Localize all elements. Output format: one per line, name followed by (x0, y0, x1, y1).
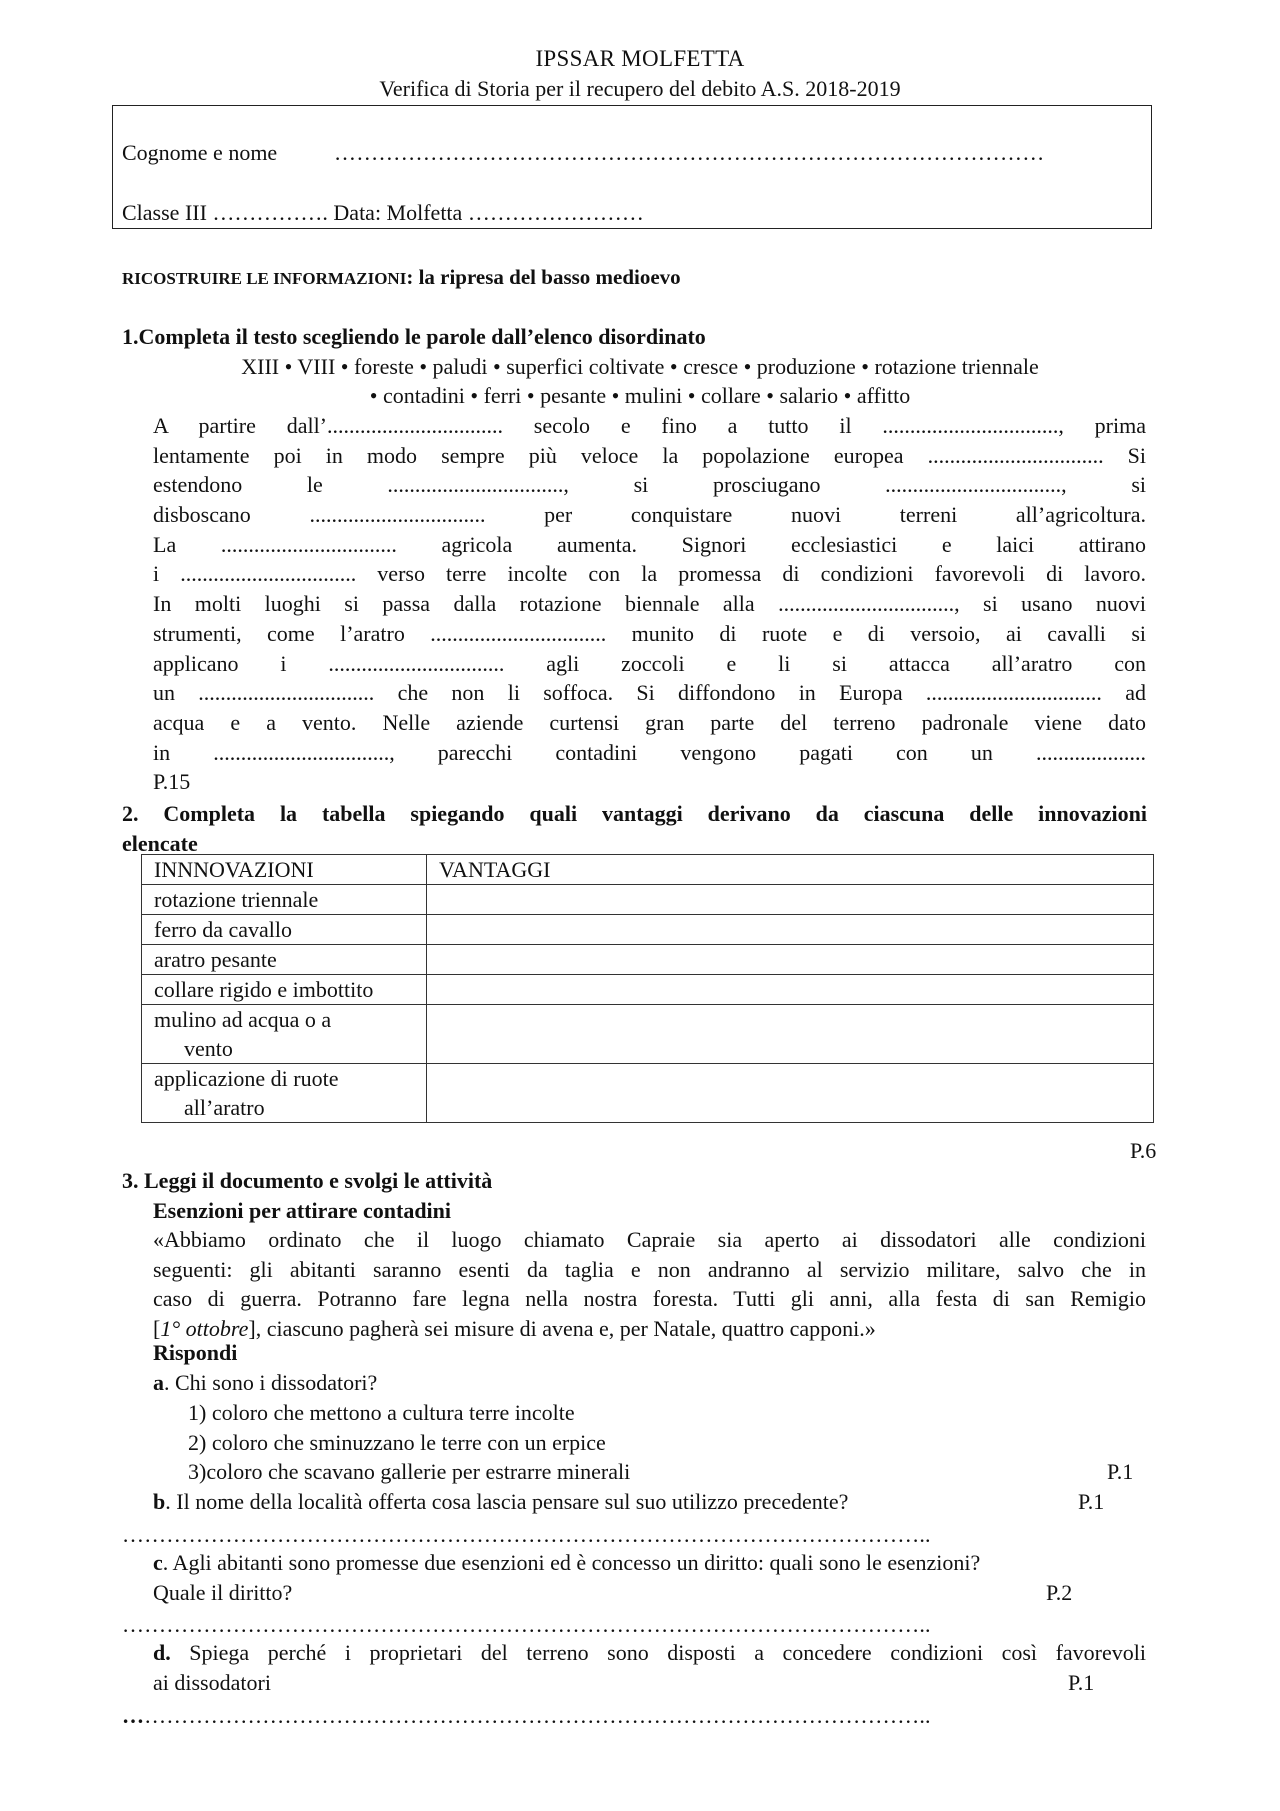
section-heading-topic: : la ripresa del basso medioevo (406, 265, 681, 289)
innovation-text-cont: vento (184, 1036, 233, 1061)
q3-title: 3. Leggi il documento e svolgi le attività (122, 1168, 493, 1193)
cloze-line[interactable]: lentamente poi in modo sempre più veloce la popolazione europea ................................ Si (153, 442, 1146, 468)
question-text: Spiega perché i proprietari del terreno sono disposti a concedere condizioni così favorevoli (170, 1640, 1146, 1665)
innovations-table (141, 854, 1154, 1123)
question-letter: c (153, 1550, 163, 1575)
q1-wordlist-line2: • contadini • ferri • pesante • mulini • collare • salario • affitto (369, 383, 911, 408)
quote-line: seguenti: gli abitanti saranno esenti da taglia e non andranno al servizio militare, salvo che in (153, 1256, 1146, 1282)
answer-b-field[interactable]: ……………………………………………………………………………………………….. (122, 1522, 931, 1547)
cloze-line[interactable]: disboscano ................................ per conquistare nuovi terreni all’agricoltura. (153, 502, 1146, 528)
name-label: Cognome e nome (122, 140, 278, 165)
question-c-points: P.2 (1046, 1580, 1073, 1605)
q1-title: 1.Completa il testo scegliendo le parole dall’elenco disordinato (122, 324, 706, 349)
question-c (153, 1550, 980, 1576)
cloze-line[interactable]: acqua e a vento. Nelle aziende curtensi gran parte del terreno padronale viene dato (153, 709, 1146, 735)
innovation-cell: ferro da cavallo (142, 915, 427, 945)
question-c-line2: Quale il diritto? (153, 1580, 293, 1605)
question-d-line2: ai dissodatori (153, 1670, 271, 1695)
quote-line (153, 1314, 1146, 1344)
advantage-cell[interactable] (427, 1005, 1154, 1064)
question-a (153, 1370, 377, 1396)
date-italic: 1° ottobre (160, 1316, 249, 1342)
question-d-line1 (153, 1640, 1146, 1670)
q2-points: P.6 (1130, 1138, 1157, 1163)
section-heading (122, 264, 681, 290)
cloze-line[interactable]: estendono le ................................, si prosciugano ................................, si (153, 472, 1146, 498)
name-field[interactable]: …………………………………………………………………………………… (334, 140, 1045, 165)
q2-title-line2: elencate (122, 830, 198, 856)
option-1[interactable]: 1) coloro che mettono a cultura terre incolte (188, 1400, 575, 1425)
header-innovations: INNNOVAZIONI (142, 855, 427, 885)
cloze-line[interactable]: applicano i ................................ agli zoccoli e li si attacca all’aratro con (153, 650, 1146, 676)
q1-cloze-text[interactable] (153, 411, 1146, 797)
respond-label: Rispondi (153, 1340, 238, 1365)
table-row (142, 915, 1154, 945)
answer-d-field[interactable] (122, 1703, 1142, 1729)
q2-title (122, 799, 1147, 858)
question-d-points: P.1 (1068, 1670, 1095, 1695)
cloze-line[interactable]: A partire dall’................................ secolo e fino a tutto il ................................, prima (153, 413, 1146, 438)
innovation-text: applicazione di ruote (154, 1066, 339, 1091)
advantage-cell[interactable] (427, 945, 1154, 975)
advantage-cell[interactable] (427, 885, 1154, 915)
answer-c-field[interactable]: ……………………………………………………………………………………………….. (122, 1612, 931, 1637)
question-text: . Chi sono i dissodatori? (164, 1370, 378, 1395)
innovation-text-cont: all’aratro (184, 1095, 265, 1120)
school-name: IPSSAR MOLFETTA (535, 46, 745, 71)
cloze-line[interactable]: i ................................ verso terre incolte con la promessa di condizioni favorevoli di lavoro. (153, 561, 1146, 587)
class-date-field[interactable]: Classe III ……………. Data: Molfetta …………………… (122, 200, 644, 225)
q1-points: P.15 (153, 769, 191, 795)
question-d (153, 1640, 1146, 1670)
test-subtitle: Verifica di Storia per il recupero del debito A.S. 2018-2019 (379, 76, 901, 101)
document-quote (153, 1225, 1146, 1344)
table-row (142, 885, 1154, 915)
cloze-line[interactable]: strumenti, come l’aratro ................................ munito di ruote e di versoio, ai cavalli si (153, 620, 1146, 646)
bracket-open: [ (153, 1316, 161, 1342)
advantage-cell[interactable] (427, 1064, 1154, 1123)
quote-line: «Abbiamo ordinato che il luogo chiamato Capraie sia aperto ai dissodatori alle condizioni (153, 1227, 1146, 1252)
innovation-text: mulino ad acqua o a (154, 1007, 332, 1032)
table-row (142, 1064, 1154, 1123)
answer-d-dots: …………………………………………………………………………………………….. (144, 1703, 931, 1728)
innovation-cell (142, 1005, 427, 1064)
question-text: . Agli abitanti sono promesse due esenzioni ed è concesso un diritto: quali sono le esenzioni? (162, 1550, 981, 1575)
question-letter: b (153, 1489, 166, 1514)
document-title: Esenzioni per attirare contadini (153, 1198, 452, 1223)
question-letter: d. (153, 1640, 171, 1665)
innovation-cell (142, 1064, 427, 1123)
q1-wordlist-line1: XIII • VIII • foreste • paludi • superfici coltivate • cresce • produzione • rotazione triennale (241, 354, 1039, 379)
table-row (142, 945, 1154, 975)
cloze-line[interactable]: La ................................ agricola aumenta. Signori ecclesiastici e laici attirano (153, 531, 1146, 557)
innovation-cell: aratro pesante (142, 945, 427, 975)
cloze-line[interactable]: In molti luoghi si passa dalla rotazione biennale alla ................................, si usano nuovi (153, 591, 1146, 617)
innovation-cell: collare rigido e imbottito (142, 975, 427, 1005)
cloze-line[interactable]: in ................................, parecchi contadini vengono pagati con un .................... (153, 739, 1146, 765)
advantage-cell[interactable] (427, 915, 1154, 945)
option-2[interactable]: 2) coloro che sminuzzano le terre con un erpice (188, 1430, 606, 1455)
quote-rest: ], ciascuno pagherà sei misure di avena e, per Natale, quattro capponi.» (248, 1316, 876, 1342)
section-heading-caps: RICOSTRUIRE LE INFORMAZIONI (122, 269, 407, 288)
table-row (142, 975, 1154, 1005)
header-advantages: VANTAGGI (427, 855, 1154, 885)
option-3[interactable]: 3)coloro che scavano gallerie per estrarre minerali (188, 1459, 631, 1484)
question-a-points: P.1 (1107, 1459, 1134, 1484)
q2-title-line1: 2. Completa la tabella spiegando quali vantaggi derivano da ciascuna delle innovazioni (122, 801, 1147, 826)
innovation-cell: rotazione triennale (142, 885, 427, 915)
question-b-points: P.1 (1078, 1489, 1105, 1514)
question-b (153, 1489, 848, 1515)
answer-d-bold-dots: … (122, 1703, 145, 1728)
table-header-row (142, 855, 1154, 885)
question-text: . Il nome della località offerta cosa lascia pensare sul suo utilizzo precedente? (165, 1489, 849, 1514)
cloze-line[interactable]: un ................................ che non li soffoca. Si diffondono in Europa ................................ ad (153, 680, 1146, 706)
table-row (142, 1005, 1154, 1064)
quote-line: caso di guerra. Potranno fare legna nella nostra foresta. Tutti gli anni, alla festa di san Remigio (153, 1286, 1146, 1312)
advantage-cell[interactable] (427, 975, 1154, 1005)
question-letter: a (153, 1370, 164, 1395)
